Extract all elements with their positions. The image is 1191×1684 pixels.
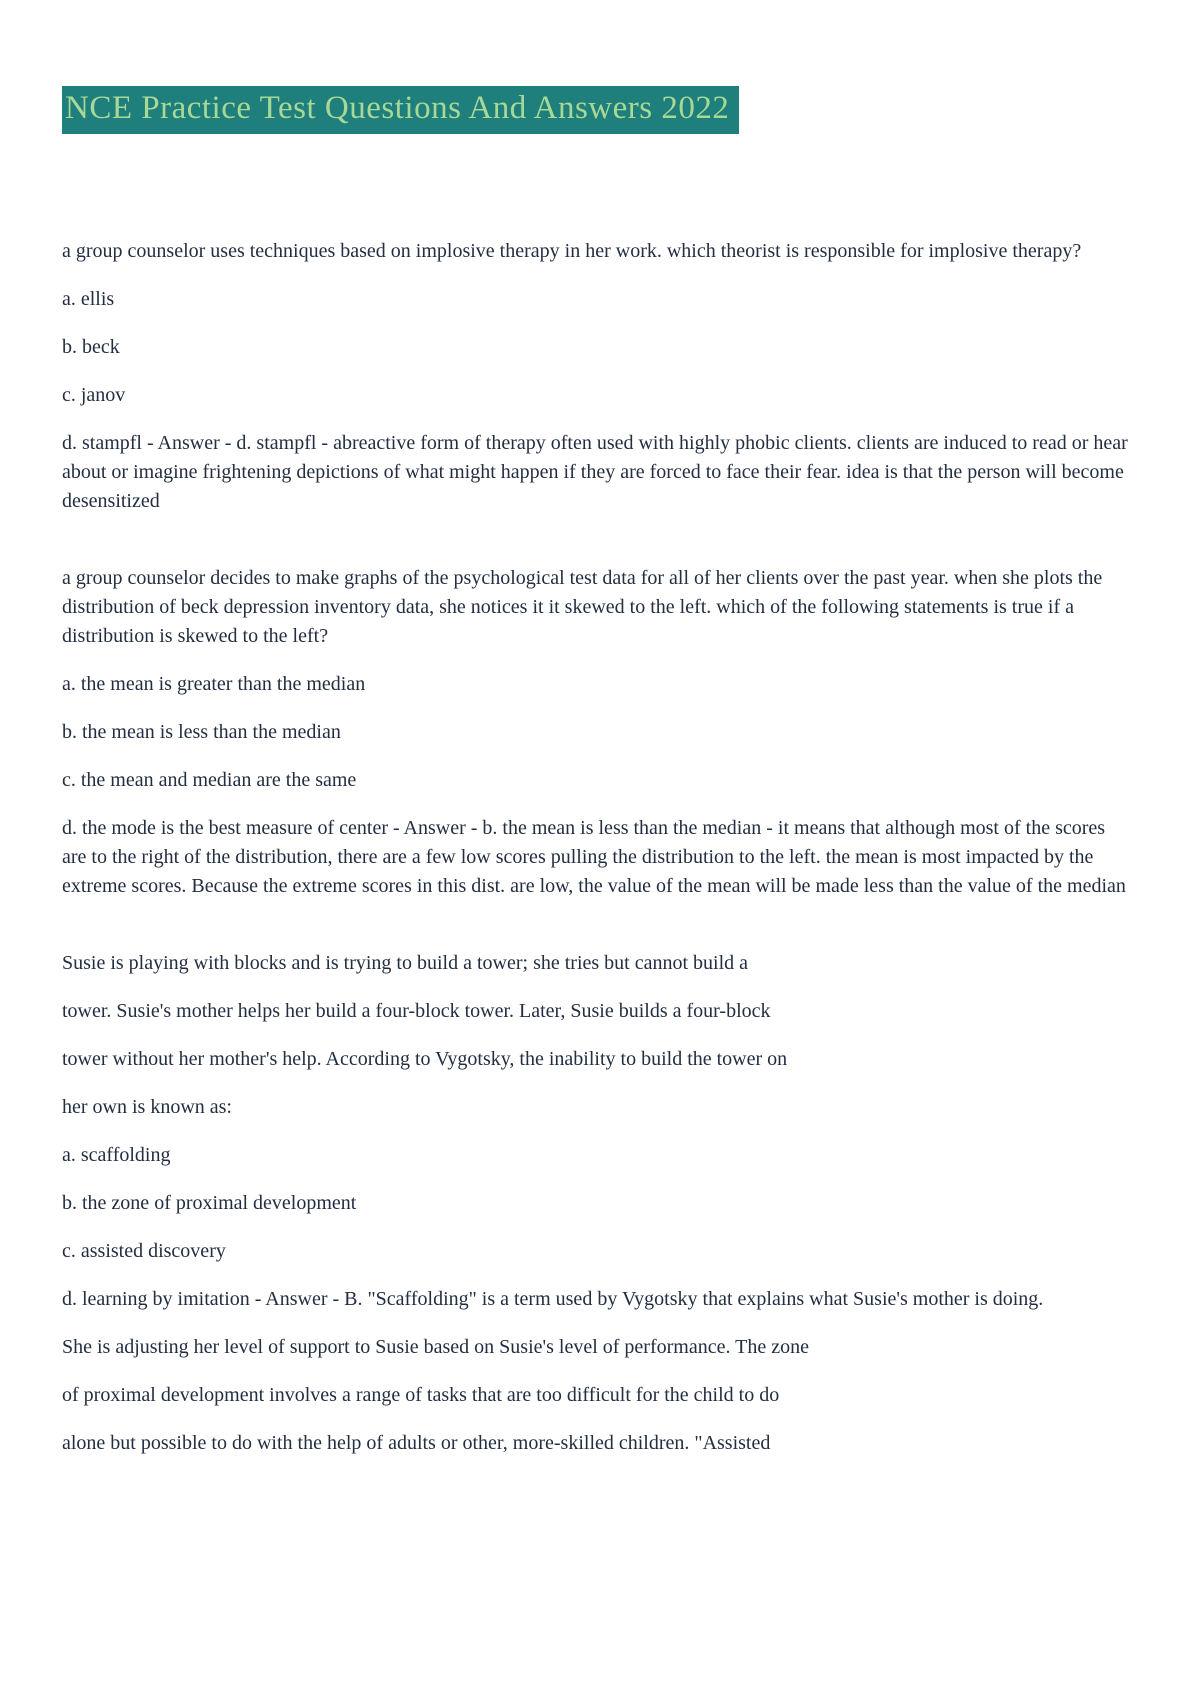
question-3-line: tower. Susie's mother helps her build a four-block tower. Later, Susie builds a four-block: [62, 1000, 771, 1022]
question-1-text: a group counselor uses techniques based on implosive therapy in her work. which theorist is responsible for implosive therapy?: [62, 240, 1082, 262]
document-title: [62, 86, 1134, 134]
question-block-1: [62, 237, 1134, 516]
question-3-option-a: a. scaffolding: [62, 1144, 171, 1166]
question-3-line: tower without her mother's help. According to Vygotsky, the inability to build the tower on: [62, 1048, 788, 1070]
document-body: [62, 237, 1134, 1458]
question-3-answer: d. learning by imitation - Answer - B. "Scaffolding" is a term used by Vygotsky that explains what Susie's mother is doing.: [62, 1288, 1044, 1310]
question-3-line: She is adjusting her level of support to Susie based on Susie's level of performance. The zone: [62, 1336, 809, 1358]
question-1-option-c: c. janov: [62, 384, 126, 406]
question-3-option-b: b. the zone of proximal development: [62, 1192, 357, 1214]
question-3-line: Susie is playing with blocks and is trying to build a tower; she tries but cannot build a: [62, 952, 749, 974]
question-3-line: alone but possible to do with the help of adults or other, more-skilled children. "Assisted: [62, 1432, 771, 1454]
question-2-option-b: b. the mean is less than the median: [62, 721, 341, 743]
question-3-line: of proximal development involves a range of tasks that are too difficult for the child to do: [62, 1384, 780, 1406]
question-block-3: [62, 949, 1134, 1458]
question-2-option-a: a. the mean is greater than the median: [62, 673, 366, 695]
question-2-text: a group counselor decides to make graphs of the psychological test data for all of her clients over the past year. when she plots the distribution of beck depression inventory data, she notices it it skewed to the left. which of the following statements is true if a distribution is skewed to the left?: [62, 567, 1103, 647]
question-1-option-b: b. beck: [62, 336, 120, 358]
question-3-option-c: c. assisted discovery: [62, 1240, 226, 1262]
question-2-answer: d. the mode is the best measure of center - Answer - b. the mean is less than the median - it means that although most of the scores are to the right of the distribution, there are a few low scores pulling the distribution to the left. the mean is most impacted by the extreme scores. Because the extreme scores in this dist. are low, the value of the mean will be made less than the value of the median: [62, 817, 1126, 897]
document-title-text: NCE Practice Test Questions And Answers 2022: [62, 86, 739, 134]
question-block-2: [62, 564, 1134, 901]
question-1-answer: d. stampfl - Answer - d. stampfl - abreactive form of therapy often used with highly phobic clients. clients are induced to read or hear about or imagine frightening depictions of what might happen if they are forced to face their fear. idea is that the person will become desensitized: [62, 432, 1128, 512]
question-1-option-a: a. ellis: [62, 288, 115, 310]
question-3-line: her own is known as:: [62, 1096, 232, 1118]
question-2-option-c: c. the mean and median are the same: [62, 769, 357, 791]
